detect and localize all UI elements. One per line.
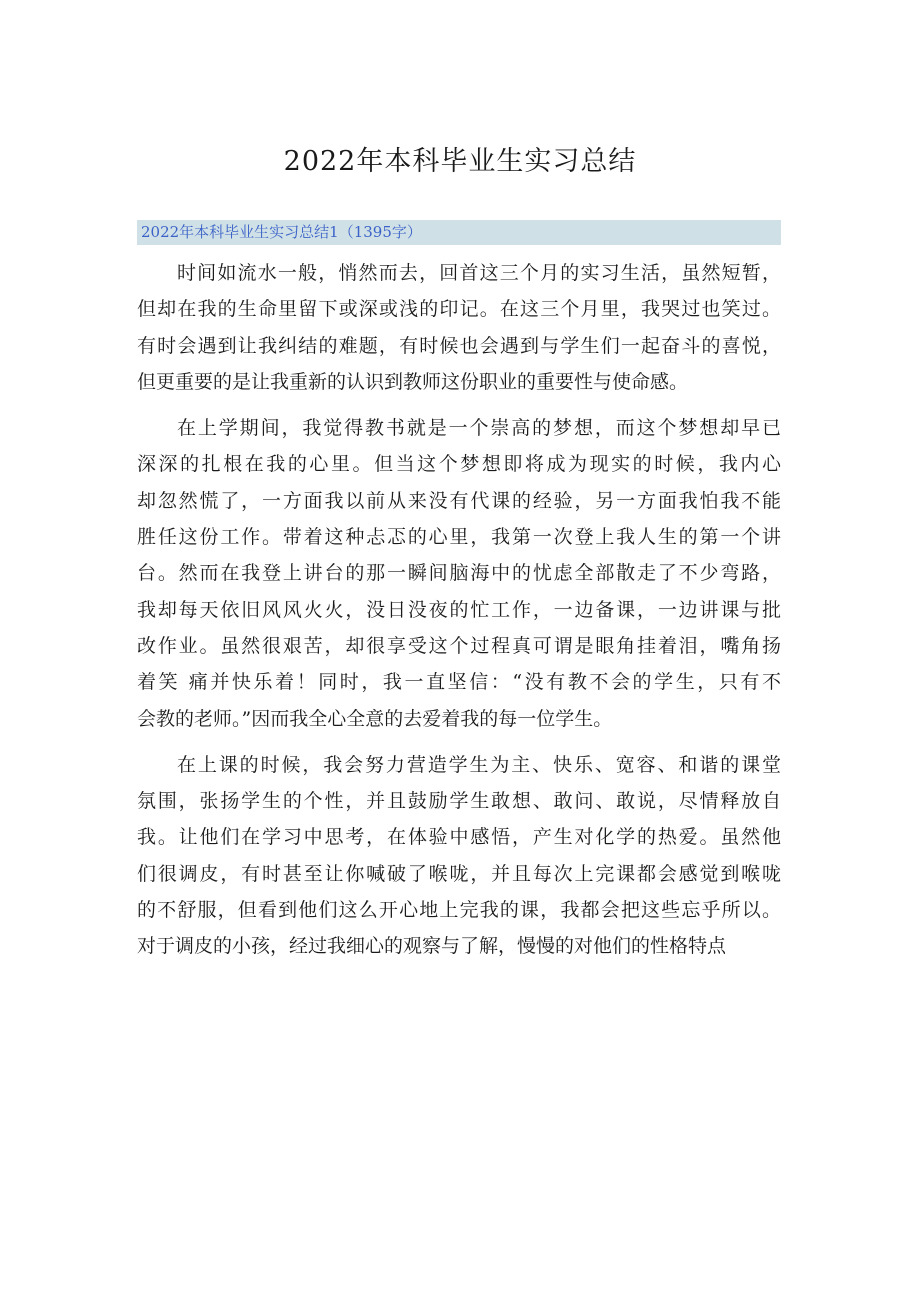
paragraph-line: 但更重要的是让我重新的认识到教师这份职业的重要性与使命感。 [137, 370, 689, 393]
paragraph-line: 时间如流水一般，悄然而去，回首这三个月的实习生活，虽然短暂， [177, 262, 781, 284]
paragraph-line: 在上课的时候，我会努力营造学生为主、快乐、宽容、和谐的课堂 [177, 753, 781, 776]
paragraph-line: 我。让他们在学习中思考，在体验中感悟，产生对化学的热爱。虽然他 [137, 826, 781, 849]
paragraph-1 [137, 255, 781, 400]
section-heading: 2022年本科毕业生实习总结1（1395字） [137, 220, 781, 245]
paragraph-line: 有时会遇到让我纠结的难题，有时候也会遇到与学生们一起奋斗的喜悦， [137, 334, 781, 357]
paragraph-line: 深深的扎根在我的心里。但当这个梦想即将成为现实的时候，我内心 [137, 453, 781, 476]
paragraph-line: 却忽然慌了，一方面我以前从来没有代课的经验，另一方面我怕我不能 [137, 489, 781, 512]
paragraph-line: 我却每天依旧风风火火，没日没夜的忙工作，一边备课，一边讲课与批 [137, 598, 781, 621]
paragraph-3 [137, 747, 781, 965]
paragraph-2 [137, 410, 781, 737]
paragraph-line: 着笑 痛并快乐着！同时，我一直坚信：“没有教不会的学生，只有不 [137, 671, 781, 694]
paragraph-line: 改作业。虽然很艰苦，却很享受这个过程真可谓是眼角挂着泪，嘴角扬 [137, 634, 781, 657]
paragraph-line: 们很调皮，有时甚至让你喊破了喉咙，并且每次上完课都会感觉到喉咙 [137, 862, 781, 885]
paragraph-line: 台。然而在我登上讲台的那一瞬间脑海中的忧虑全部散走了不少弯路， [137, 562, 781, 585]
paragraph-line: 胜任这份工作。带着这种忐忑的心里，我第一次登上我人生的第一个讲 [137, 526, 781, 549]
document-body [137, 255, 781, 965]
paragraph-line: 对于调皮的小孩，经过我细心的观察与了解，慢慢的对他们的性格特点 [137, 935, 727, 958]
paragraph-line: 会教的老师。”因而我全心全意的去爱着我的每一位学生。 [137, 707, 613, 730]
document-title: 2022年本科毕业生实习总结 [283, 146, 637, 177]
paragraph-line: 在上学期间，我觉得教书就是一个崇高的梦想，而这个梦想却早已 [177, 417, 781, 440]
paragraph-line: 的不舒服，但看到他们这么开心地上完我的课，我都会把这些忘乎所以。 [137, 899, 781, 922]
paragraph-line: 但却在我的生命里留下或深或浅的印记。在这三个月里，我哭过也笑过。 [137, 298, 781, 321]
paragraph-line: 氛围，张扬学生的个性，并且鼓励学生敢想、敢问、敢说，尽情释放自 [137, 790, 781, 813]
